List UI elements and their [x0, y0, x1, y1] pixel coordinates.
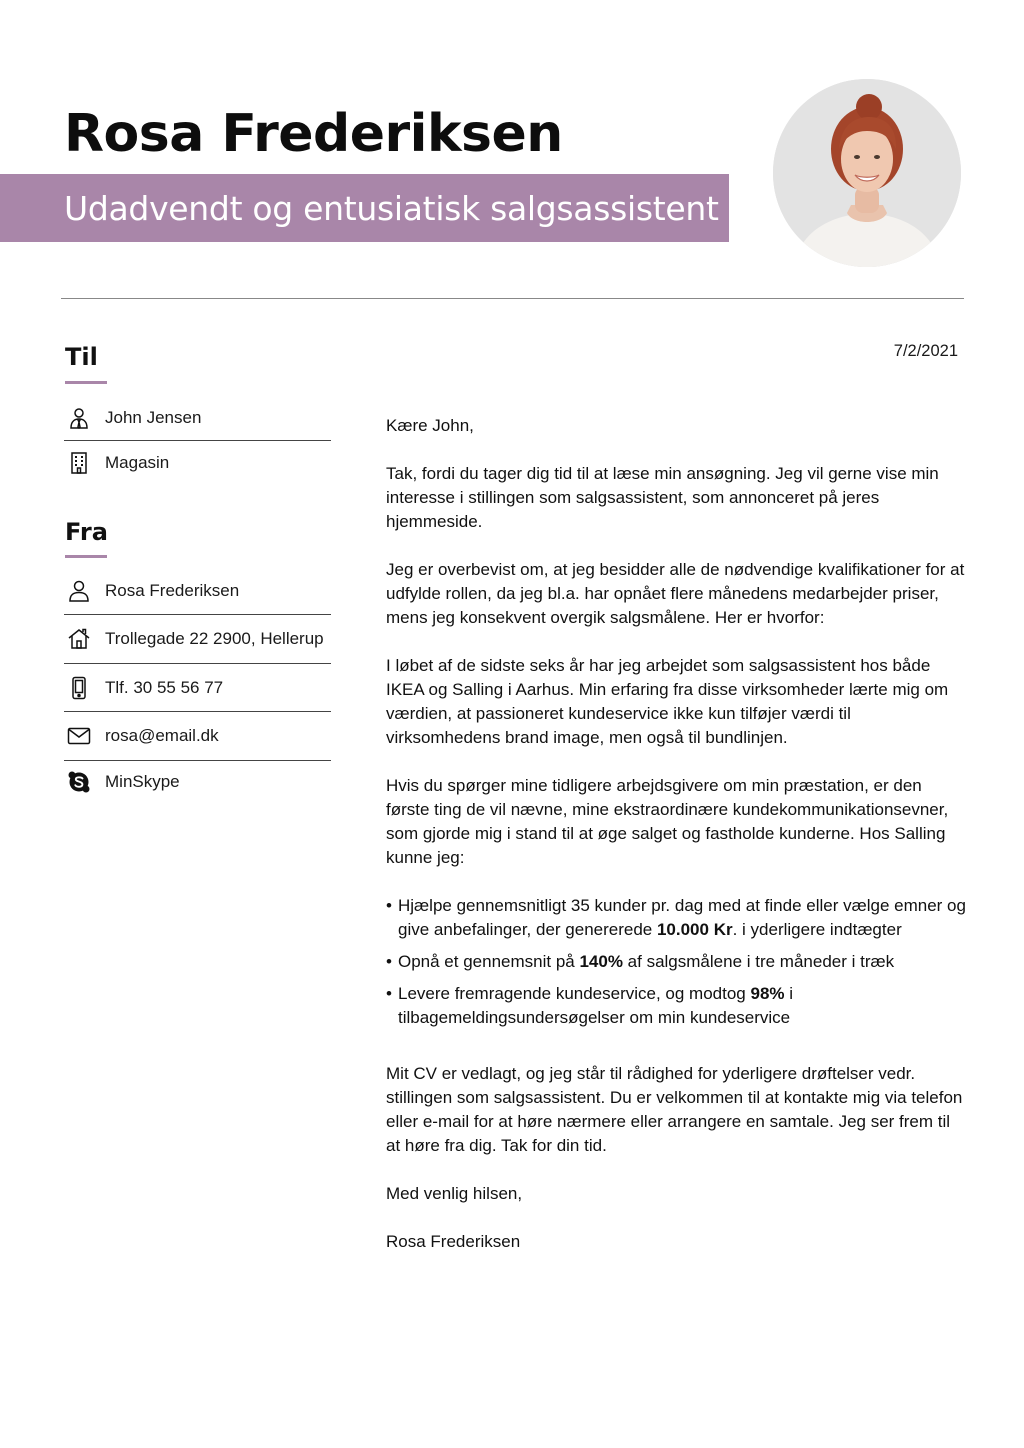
achievements-list	[386, 894, 966, 1030]
sender-address-row	[64, 615, 331, 664]
header-divider	[61, 298, 964, 299]
paragraph-qualifications: Jeg er overbevist om, at jeg besidder alle de nødvendige kvalifikationer for at udfylde rollen, da jeg bl.a. har opnået flere månedens medarbejder priser, mens jeg konsekvent overgik salgsmålene. Her er hvorfor:	[386, 560, 965, 627]
sender-name: Rosa Frederiksen	[105, 580, 240, 600]
paragraph-experience: I løbet af de sidste seks år har jeg arbejdet som salgsassistent hos både IKEA og Salling i Aarhus. Min erfaring fra disse virksomheder lærte mig om værdien, at passioneret kundeservice ikke kun tilføjer værdi til virksomhedens brand image, men også til bundlinjen.	[386, 656, 949, 747]
list-item: • Levere fremragende kundeservice, og modtog 98% i tilbagemeldingsundersøgelser om min kundeservice	[386, 982, 966, 1030]
letter-body	[386, 414, 966, 1278]
to-contact-list	[64, 395, 331, 485]
person-tie-icon	[66, 405, 92, 431]
sender-phone-row	[64, 664, 331, 712]
building-icon	[66, 450, 92, 476]
sender-skype: MinSkype	[105, 772, 180, 791]
closing-phrase: Med venlig hilsen,	[386, 1184, 523, 1203]
portrait-illustration	[773, 79, 961, 267]
letter-date: 7/2/2021	[893, 342, 958, 360]
sender-phone: Tlf. 30 55 56 77	[105, 677, 224, 697]
paragraph-intro: Tak, fordi du tager dig tid til at læse min ansøgning. Jeg vil gerne vise min interesse i stillingen som salgsassistent, som annonceret på jeres hjemmeside.	[386, 464, 939, 531]
to-company-row	[64, 441, 331, 485]
sender-skype-row	[64, 761, 331, 803]
list-item: • Opnå et gennemsnit på 140% af salgsmålene i tre måneder i træk	[386, 950, 966, 974]
applicant-name: Rosa Frederiksen	[64, 104, 563, 164]
sender-email: rosa@email.dk	[105, 726, 219, 745]
skype-icon	[66, 769, 92, 795]
envelope-icon	[66, 723, 92, 749]
home-icon	[66, 626, 92, 652]
list-item: • Hjælpe gennemsnitligt 35 kunder pr. dag med at finde eller vælge emner og give anbefalinger, der genererede 10.000 Kr. i yderligere indtægter	[386, 894, 966, 942]
tagline-text: Udadvendt og entusiatisk salgsassistent	[64, 188, 719, 228]
sender-address: Trollegade 22 2900, Hellerup	[105, 629, 324, 648]
from-contact-list	[64, 567, 331, 803]
portrait-photo	[773, 79, 961, 267]
recipient-company: Magasin	[105, 453, 170, 472]
tagline-banner	[0, 174, 729, 242]
person-icon	[66, 578, 92, 604]
recipient-name: John Jensen	[105, 407, 202, 427]
salutation: Kære John,	[386, 416, 474, 435]
paragraph-closing: Mit CV er vedlagt, og jeg står til rådighed for yderligere drøftelser vedr. stillingen som salgsassistent. Du er velkommen til at kontakte mig via telefon eller e-mail for at høre nærmere eller arrangere en samtale. Jeg ser frem til at høre fra dig. Tak for din tid.	[386, 1064, 963, 1155]
from-section-underline	[65, 555, 107, 558]
paragraph-skills: Hvis du spørger mine tidligere arbejdsgivere om min præstation, er den første ting de vil nævne, mine ekstraordinære kundekommunikationsevner, som gjorde mig i stand til at øge salget og fastholde kunderne. Hos Salling kunne jeg:	[386, 776, 949, 867]
from-section-title: Fra	[65, 518, 108, 546]
to-recipient-row	[64, 395, 331, 441]
sender-email-row	[64, 712, 331, 761]
to-section-underline	[65, 381, 107, 384]
signature: Rosa Frederiksen	[386, 1232, 521, 1251]
sender-name-row	[64, 567, 331, 615]
to-section-title: Til	[65, 343, 98, 371]
mobile-phone-icon	[66, 675, 92, 701]
